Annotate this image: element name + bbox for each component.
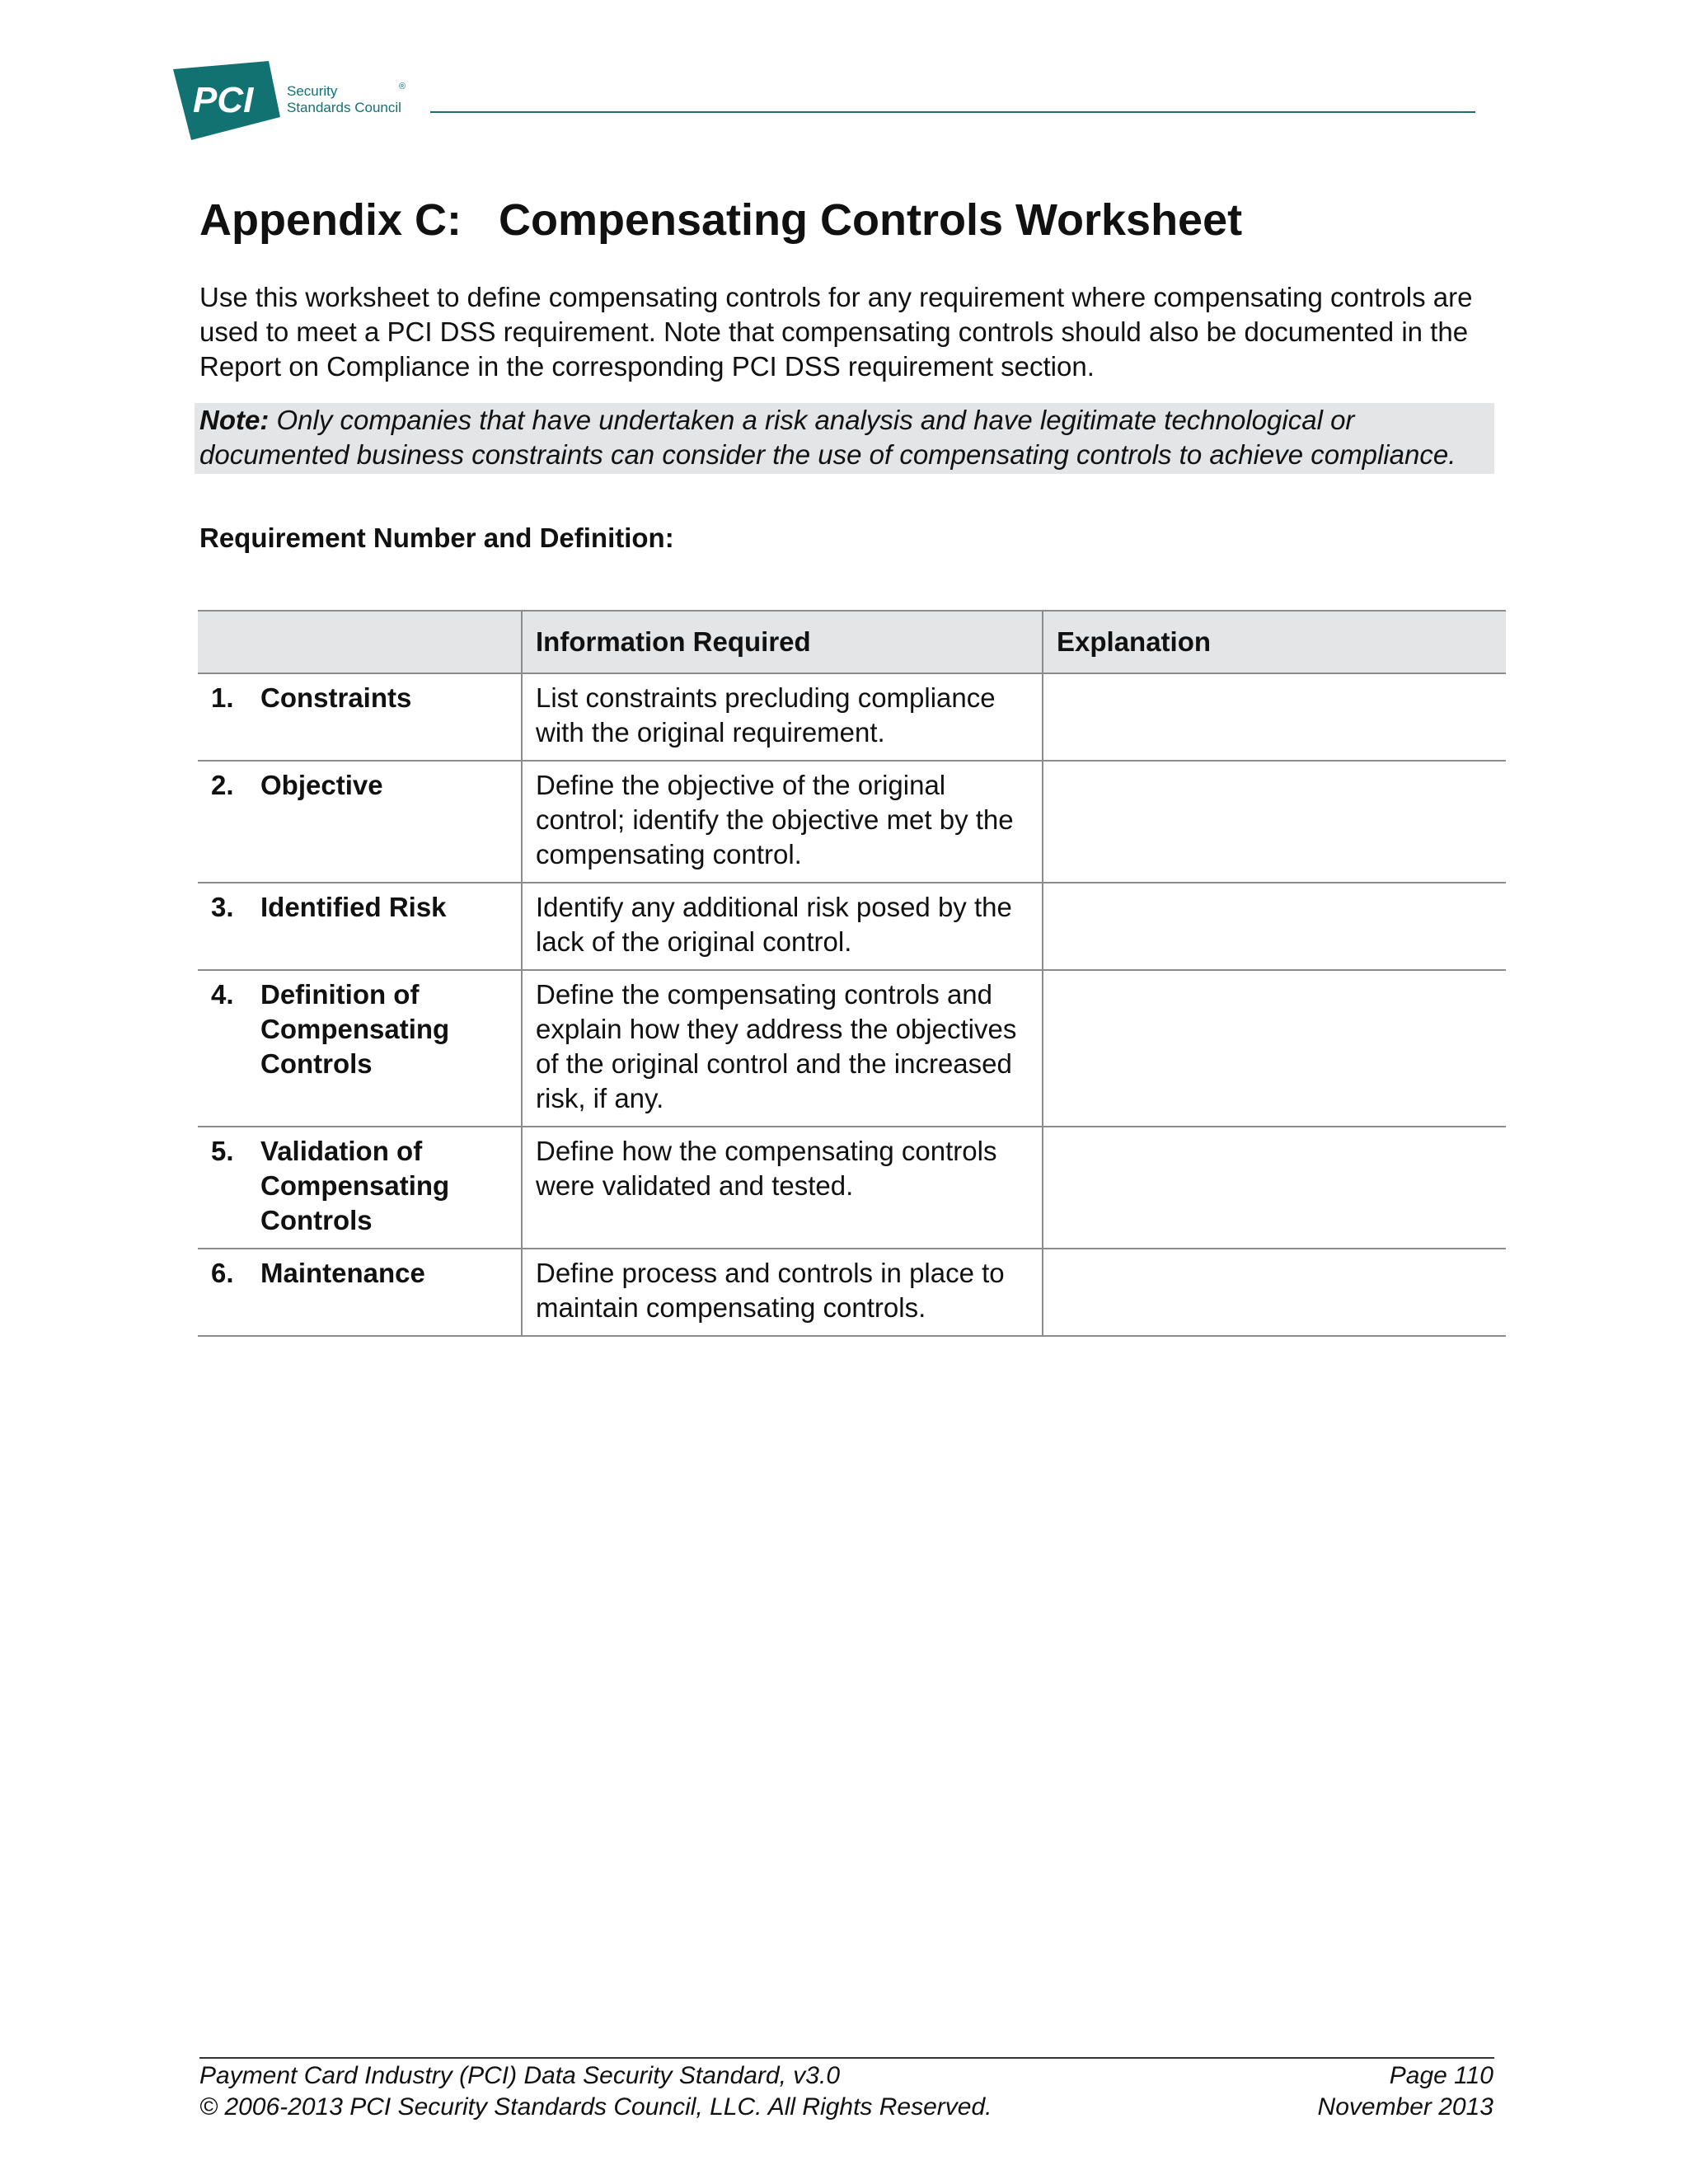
header-divider xyxy=(430,111,1475,113)
row-number: 4. xyxy=(211,979,234,1010)
row-name: Validation of Compensating Controls xyxy=(260,1136,450,1235)
row-info: Define the objective of the original control; identify the objective met by the compensating control. xyxy=(522,761,1043,883)
compensating-controls-table xyxy=(198,610,1506,1337)
row-explanation[interactable] xyxy=(1043,1249,1506,1336)
header-blank xyxy=(198,611,522,673)
row-number: 5. xyxy=(211,1136,234,1166)
row-name: Objective xyxy=(260,770,383,800)
page-title: Appendix C: Compensating Controls Worksheet xyxy=(199,195,1243,245)
row-info: Identify any additional risk posed by the lack of the original control. xyxy=(522,883,1043,970)
registered-mark: ® xyxy=(399,82,406,91)
table-row xyxy=(198,673,1506,761)
row-explanation[interactable] xyxy=(1043,673,1506,761)
row-name: Definition of Compensating Controls xyxy=(260,979,450,1079)
row-info: Define the compensating controls and explain how they address the objectives of the original control and the increased risk, if any. xyxy=(522,970,1043,1127)
row-label xyxy=(198,1249,522,1336)
row-label xyxy=(198,761,522,883)
pci-logo-mark: PCI xyxy=(193,80,254,120)
row-info: Define how the compensating controls were validated and tested. xyxy=(522,1127,1043,1249)
row-label xyxy=(198,1127,522,1249)
footer-copyright: © 2006-2013 PCI Security Standards Council, LLC. All Rights Reserved. xyxy=(199,2093,992,2121)
row-explanation[interactable] xyxy=(1043,761,1506,883)
row-info: List constraints precluding compliance with the original requirement. xyxy=(522,673,1043,761)
requirement-number-label: Requirement Number and Definition: xyxy=(199,523,674,553)
row-label xyxy=(198,883,522,970)
note-text: Only companies that have undertaken a risk analysis and have legitimate technological or documented business constraints can consider the use of compensating controls to achieve compliance. xyxy=(199,405,1456,470)
row-info: Define process and controls in place to maintain compensating controls. xyxy=(522,1249,1043,1336)
row-label xyxy=(198,673,522,761)
table-row xyxy=(198,1249,1506,1336)
row-explanation[interactable] xyxy=(1043,1127,1506,1249)
footer-doc-title: Payment Card Industry (PCI) Data Security Standard, v3.0 xyxy=(199,2062,840,2089)
header-information-required: Information Required xyxy=(522,611,1043,673)
logo-line-2: Standards Council xyxy=(287,100,401,115)
row-number: 6. xyxy=(211,1258,234,1288)
logo-line-1: Security xyxy=(287,83,338,99)
row-label xyxy=(198,970,522,1127)
footer-page-number: Page 110 xyxy=(1389,2062,1493,2089)
footer-date: November 2013 xyxy=(1317,2093,1493,2121)
table-row xyxy=(198,970,1506,1127)
note-box xyxy=(195,403,1494,474)
table-row xyxy=(198,883,1506,970)
note-label: Note: xyxy=(199,405,270,435)
row-number: 2. xyxy=(211,770,234,800)
row-explanation[interactable] xyxy=(1043,883,1506,970)
table-row xyxy=(198,761,1506,883)
footer-divider xyxy=(199,2057,1494,2059)
row-explanation[interactable] xyxy=(1043,970,1506,1127)
pci-ssc-logo xyxy=(170,61,417,140)
table-row xyxy=(198,1127,1506,1249)
table-header-row xyxy=(198,611,1506,673)
row-number: 1. xyxy=(211,682,234,713)
row-name: Identified Risk xyxy=(260,892,447,922)
header-explanation: Explanation xyxy=(1043,611,1506,673)
intro-paragraph: Use this worksheet to define compensating controls for any requirement where compensating controls are used to meet a PCI DSS requirement. Note that compensating controls should also be documented in the Report on Compliance in the corresponding PCI DSS requirement section. xyxy=(199,282,1473,382)
row-name: Maintenance xyxy=(260,1258,425,1288)
row-number: 3. xyxy=(211,892,234,922)
row-name: Constraints xyxy=(260,682,412,713)
